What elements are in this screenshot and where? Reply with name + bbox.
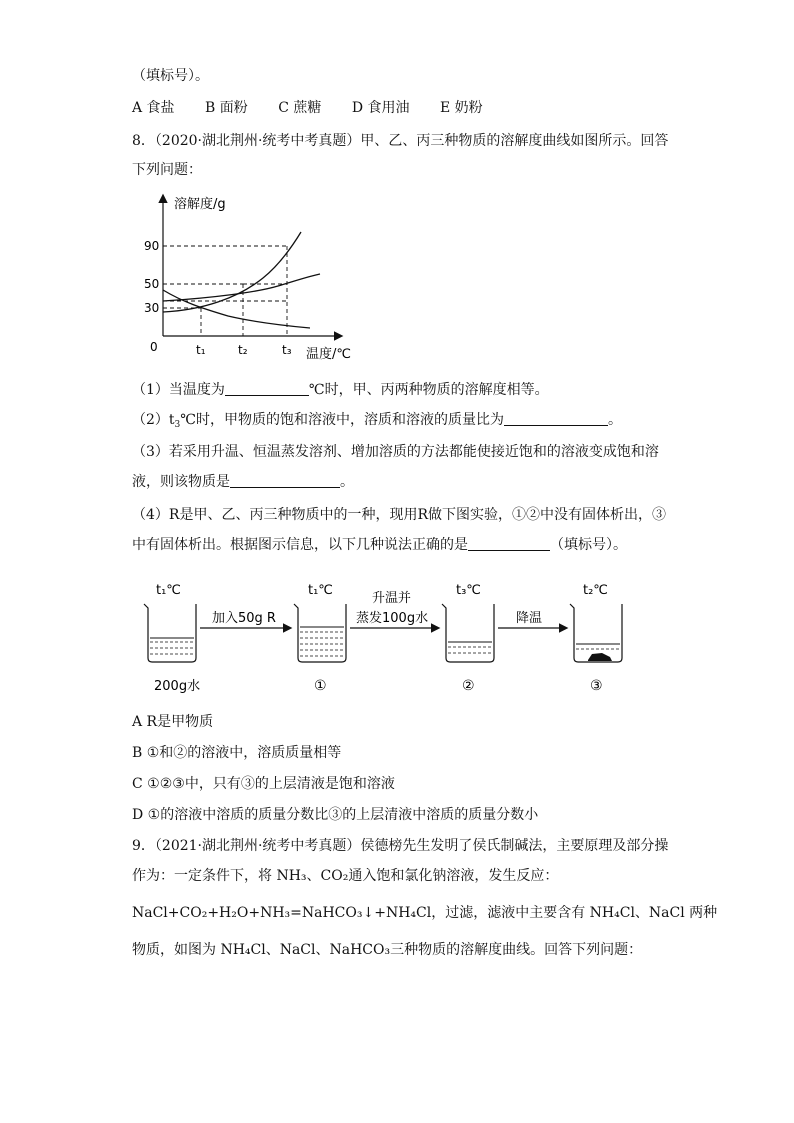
q7-tail: （填标号）。 xyxy=(132,68,209,84)
q8-part2 xyxy=(132,410,622,435)
q8-part3: （3）若采用升温、恒温蒸发溶剂、增加溶质的方法都能使接近饱和的溶液变成饱和溶 xyxy=(132,444,659,460)
q1-text-a: （1）当温度为 xyxy=(132,382,225,398)
solubility-graph xyxy=(138,188,370,366)
arrow-1-label: 加入50g R xyxy=(212,611,276,626)
q2-blank[interactable] xyxy=(504,411,608,426)
q3-text-c: 。 xyxy=(340,474,354,490)
x-axis-label: 温度/℃ xyxy=(306,347,351,362)
temp-label-3: t₃℃ xyxy=(456,583,481,598)
q1-blank[interactable] xyxy=(225,381,309,396)
beaker-3 xyxy=(570,604,622,662)
beaker-label-1: ① xyxy=(314,678,327,694)
temp-label-2: t₁℃ xyxy=(308,583,333,598)
beaker-1 xyxy=(294,604,346,662)
q4-option-d: D ①的溶液中溶质的质量分数比③的上层清液中溶质的质量分数小 xyxy=(132,807,539,823)
option-a: A 食盐 xyxy=(132,100,175,116)
q9-tail: 物质，如图为 NH₄Cl、NaCl、NaHCO₃三种物质的溶解度曲线。回答下列问题： xyxy=(132,942,643,958)
q4-option-c: C ①②③中，只有③的上层清液是饱和溶液 xyxy=(132,776,395,792)
option-c: C 蔗糖 xyxy=(278,100,322,116)
arrow-2-label-a: 升温并 xyxy=(372,591,412,606)
y-tick-30: 30 xyxy=(144,301,160,315)
option-e: E 奶粉 xyxy=(439,100,483,116)
curve-bing xyxy=(163,290,310,328)
x-tick-t3: t₃ xyxy=(282,343,292,357)
origin-label: 0 xyxy=(150,340,158,354)
q3-blank[interactable] xyxy=(230,473,340,488)
precipitate xyxy=(588,653,612,661)
q8-heading: 8．（2020·湖北荆州·统考中考真题）甲、乙、丙三种物质的溶解度曲线如图所示。回答 xyxy=(132,133,669,149)
beaker-2 xyxy=(442,604,494,662)
x-tick-t2: t₂ xyxy=(238,343,248,357)
q4-blank[interactable] xyxy=(468,536,550,551)
q1-text-b: ℃时，甲、丙两种物质的溶解度相等。 xyxy=(308,382,549,398)
q2-sub: 3 xyxy=(174,420,181,430)
q9-equation: NaCl+CO₂+H₂O+NH₃=NaHCO₃↓+NH₄Cl，过滤，滤液中主要含有 NH₄Cl、NaCl 两种 xyxy=(132,905,718,921)
y-tick-50: 50 xyxy=(144,277,160,291)
guide-lines xyxy=(163,246,287,336)
q8-part4-cont xyxy=(132,535,627,555)
q2-text-c: 。 xyxy=(607,412,622,428)
q4-text-b: 中有固体析出。根据图示信息，以下几种说法正确的是 xyxy=(132,537,468,553)
q7-options xyxy=(132,98,509,118)
arrow-2-label-b: 蒸发100g水 xyxy=(356,611,429,626)
q9-heading-cont: 作为：一定条件下，将 NH₃、CO₂通入饱和氯化钠溶液，发生反应： xyxy=(132,868,559,884)
q4-text-c: （填标号）。 xyxy=(550,537,627,553)
q2-text-b: ℃时，甲物质的饱和溶液中，溶质和溶液的质量比为 xyxy=(180,412,504,428)
q8-part1 xyxy=(132,380,549,400)
y-axis-label: 溶解度/g xyxy=(174,197,226,212)
q3-text-b: 液，则该物质是 xyxy=(132,474,230,490)
q2-text-a: （2）t xyxy=(132,412,175,428)
y-tick-90: 90 xyxy=(144,239,160,253)
experiment-diagram xyxy=(140,572,640,698)
beaker-water xyxy=(144,604,196,662)
q8-heading-cont: 下列问题： xyxy=(132,162,202,178)
x-tick-t1: t₁ xyxy=(196,343,206,357)
q8-part4: （4）R是甲、乙、丙三种物质中的一种，现用R做下图实验，①②中没有固体析出，③ xyxy=(132,507,666,523)
beaker-label-3: ③ xyxy=(590,678,603,694)
option-d: D 食用油 xyxy=(351,100,410,116)
beaker-label-water: 200g水 xyxy=(154,679,201,694)
q9-heading: 9．（2021·湖北荆州·统考中考真题）侯德榜先生发明了侯氏制碱法，主要原理及部分操 xyxy=(132,838,669,854)
q8-part3-cont xyxy=(132,472,354,492)
arrow-3-label: 降温 xyxy=(516,611,543,626)
beaker-label-2: ② xyxy=(462,678,475,694)
q4-option-a: A R是甲物质 xyxy=(132,714,214,730)
option-b: B 面粉 xyxy=(205,100,248,116)
q4-option-b: B ①和②的溶液中，溶质质量相等 xyxy=(132,745,342,761)
curve-yi xyxy=(163,274,320,301)
temp-label-4: t₂℃ xyxy=(583,583,608,598)
temp-label-1: t₁℃ xyxy=(156,583,181,598)
